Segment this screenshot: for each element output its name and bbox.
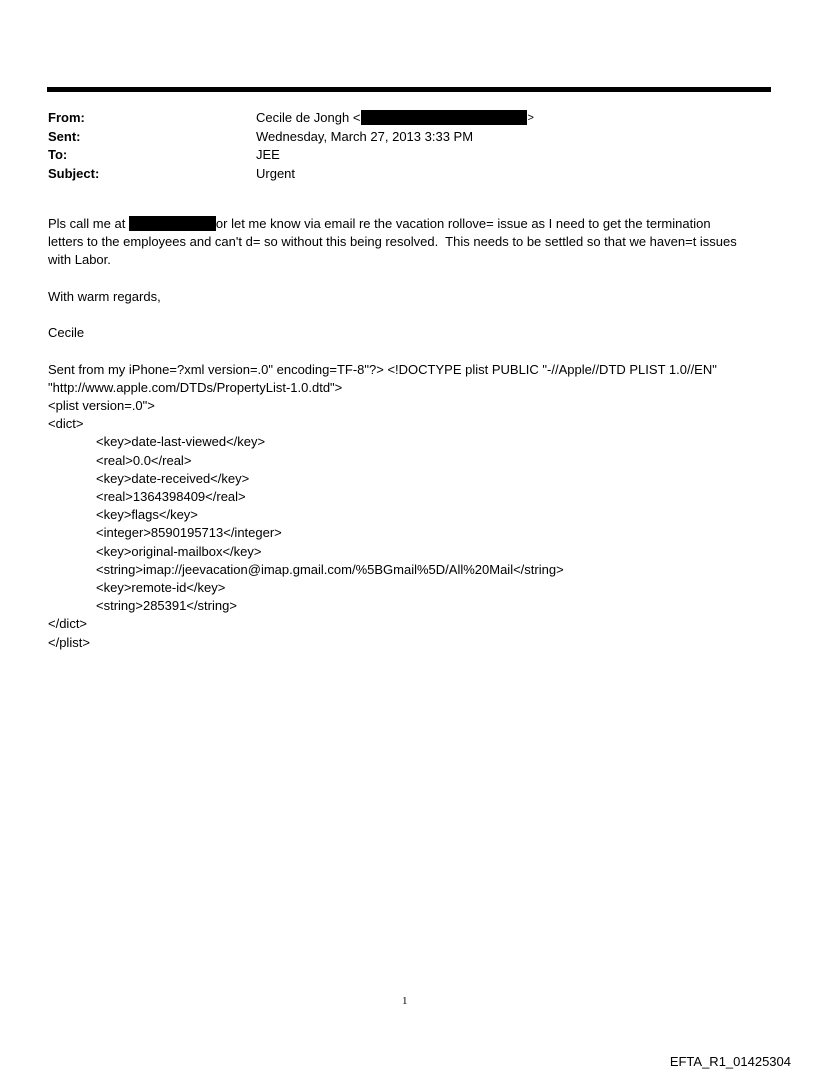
plist-entry: <string>285391</string> <box>96 598 237 614</box>
from-bracket: > <box>527 112 534 124</box>
plist-entry: <key>date-last-viewed</key> <box>96 434 266 450</box>
plist-line: </plist> <box>48 634 90 650</box>
plist-entry: <real>1364398409</real> <box>96 489 246 504</box>
sent-label: Sent: <box>48 128 81 144</box>
plist-entry: <key>remote-id</key> <box>96 580 226 596</box>
plist-entry: <key>original-mailbox</key> <box>96 543 262 559</box>
paragraph-gap <box>48 342 772 360</box>
redacted-phone <box>129 216 216 231</box>
plist-line: <dict> <box>48 416 84 432</box>
from-name: Cecile de Jongh < <box>256 110 361 125</box>
from-row <box>48 109 768 128</box>
header-divider <box>47 87 771 92</box>
page-number: 1 <box>402 995 408 1007</box>
subject-row <box>48 165 768 184</box>
plist-line: "http://www.apple.com/DTDs/PropertyList-1.0.dtd"> <box>48 379 343 395</box>
plist-line: </dict> <box>48 616 88 632</box>
plist-entry: <real>0.0</real> <box>96 452 192 468</box>
plist-entry: <string>imap://jeevacation@imap.gmail.com/%5BGmail%5D/All%20Mail</string> <box>96 561 564 577</box>
signature: Cecile <box>48 325 85 341</box>
to-value: JEE <box>256 147 280 162</box>
document-id: EFTA_R1_01425304 <box>669 1054 791 1069</box>
subject-label: Subject: <box>48 165 100 181</box>
paragraph-gap <box>48 306 772 324</box>
email-body <box>48 215 772 652</box>
email-header <box>48 109 768 183</box>
sent-value: Wednesday, March 27, 2013 3:33 PM <box>256 128 474 144</box>
plist-line: Sent from my iPhone=?xml version=.0" encoding=TF-8"?> <!DOCTYPE plist PUBLIC "-//Apple//DTD PLIST 1.0//EN" <box>48 361 717 377</box>
plist-line: <plist version=.0"> <box>48 397 155 413</box>
plist-entry: <integer>8590195713</integer> <box>96 525 282 541</box>
plist-entry: <key>flags</key> <box>96 507 198 523</box>
closing: With warm regards, <box>48 288 161 304</box>
body-line-1-end: or let me know via email re the vacation rollove= issue as I need to get the termination <box>215 216 711 231</box>
redacted-email <box>361 110 527 125</box>
from-value <box>256 109 534 129</box>
plist-entry: <key>date-received</key> <box>96 470 250 486</box>
body-line-3: with Labor. <box>48 252 111 268</box>
body-line-2: letters to the employees and can't d= so without this being resolved. This needs to be settled so that we haven=t issues <box>48 234 737 250</box>
from-label: From: <box>48 110 85 125</box>
to-label: To: <box>48 147 68 162</box>
subject-value: Urgent <box>256 165 296 181</box>
sent-row <box>48 128 768 147</box>
paragraph-gap <box>48 270 772 288</box>
body-line-1 <box>48 215 772 233</box>
body-line-1-start: Pls call me at <box>48 216 129 231</box>
to-row <box>48 146 768 165</box>
